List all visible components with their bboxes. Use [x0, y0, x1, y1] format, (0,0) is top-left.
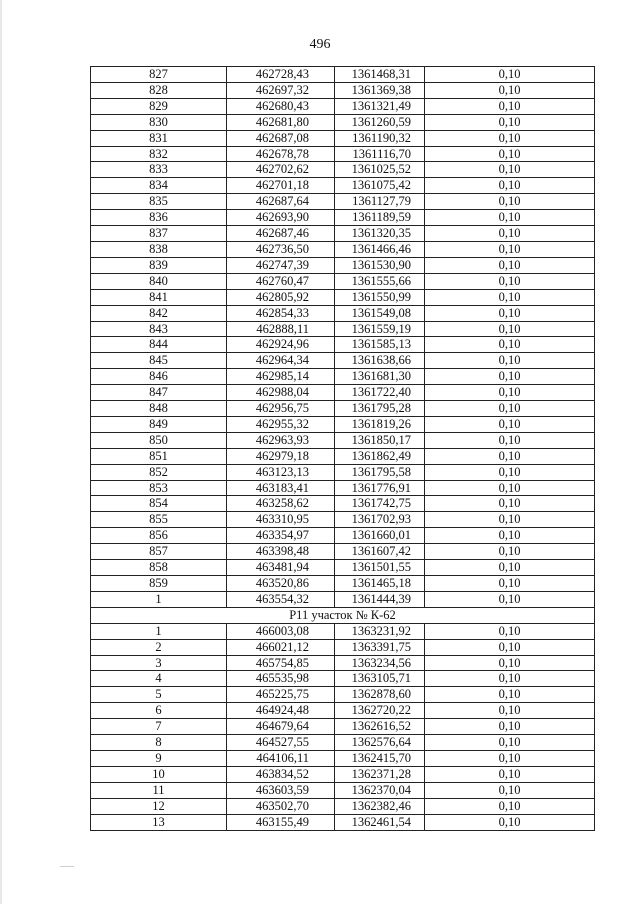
- point-number-cell: 4: [91, 671, 227, 687]
- x-coordinate-cell: 463834,52: [227, 766, 335, 782]
- y-coordinate-cell: 1362461,54: [335, 814, 425, 830]
- table-row: [91, 337, 595, 353]
- x-coordinate-cell: 462955,32: [227, 416, 335, 432]
- point-number-cell: 850: [91, 432, 227, 448]
- point-number-cell: 11: [91, 782, 227, 798]
- point-number-cell: 829: [91, 98, 227, 114]
- accuracy-cell: 0,10: [425, 146, 595, 162]
- accuracy-cell: 0,10: [425, 782, 595, 798]
- table-row: [91, 671, 595, 687]
- accuracy-cell: 0,10: [425, 273, 595, 289]
- point-number-cell: 6: [91, 703, 227, 719]
- y-coordinate-cell: 1361660,01: [335, 528, 425, 544]
- table-row: [91, 194, 595, 210]
- y-coordinate-cell: 1361862,49: [335, 448, 425, 464]
- y-coordinate-cell: 1361465,18: [335, 576, 425, 592]
- table-row: [91, 512, 595, 528]
- table-row: [91, 98, 595, 114]
- table-row: [91, 353, 595, 369]
- table-row: [91, 146, 595, 162]
- point-number-cell: 838: [91, 241, 227, 257]
- point-number-cell: 9: [91, 750, 227, 766]
- accuracy-cell: 0,10: [425, 766, 595, 782]
- section-header: [91, 607, 595, 623]
- coordinates-table-body-a: [91, 67, 595, 608]
- accuracy-cell: 0,10: [425, 560, 595, 576]
- x-coordinate-cell: 462702,62: [227, 162, 335, 178]
- y-coordinate-cell: 1361321,49: [335, 98, 425, 114]
- x-coordinate-cell: 462985,14: [227, 369, 335, 385]
- accuracy-cell: 0,10: [425, 639, 595, 655]
- point-number-cell: 849: [91, 416, 227, 432]
- x-coordinate-cell: 462964,34: [227, 353, 335, 369]
- table-row: [91, 560, 595, 576]
- accuracy-cell: 0,10: [425, 528, 595, 544]
- y-coordinate-cell: 1362616,52: [335, 719, 425, 735]
- table-row: [91, 401, 595, 417]
- x-coordinate-cell: 462805,92: [227, 289, 335, 305]
- point-number-cell: 837: [91, 226, 227, 242]
- table-row: [91, 210, 595, 226]
- x-coordinate-cell: 465225,75: [227, 687, 335, 703]
- x-coordinate-cell: 466003,08: [227, 623, 335, 639]
- x-coordinate-cell: 462697,32: [227, 82, 335, 98]
- table-row: [91, 385, 595, 401]
- point-number-cell: 13: [91, 814, 227, 830]
- accuracy-cell: 0,10: [425, 814, 595, 830]
- table-row: [91, 67, 595, 83]
- accuracy-cell: 0,10: [425, 416, 595, 432]
- table-row: [91, 82, 595, 98]
- point-number-cell: 2: [91, 639, 227, 655]
- table-row: [91, 464, 595, 480]
- x-coordinate-cell: 462693,90: [227, 210, 335, 226]
- accuracy-cell: 0,10: [425, 798, 595, 814]
- y-coordinate-cell: 1361555,66: [335, 273, 425, 289]
- accuracy-cell: 0,10: [425, 623, 595, 639]
- point-number-cell: 851: [91, 448, 227, 464]
- y-coordinate-cell: 1361795,58: [335, 464, 425, 480]
- x-coordinate-cell: 463258,62: [227, 496, 335, 512]
- y-coordinate-cell: 1361190,32: [335, 130, 425, 146]
- accuracy-cell: 0,10: [425, 480, 595, 496]
- table-row: [91, 257, 595, 273]
- table-row: [91, 178, 595, 194]
- x-coordinate-cell: 462924,96: [227, 337, 335, 353]
- point-number-cell: 858: [91, 560, 227, 576]
- x-coordinate-cell: 463520,86: [227, 576, 335, 592]
- y-coordinate-cell: 1361444,39: [335, 591, 425, 607]
- y-coordinate-cell: 1361850,17: [335, 432, 425, 448]
- y-coordinate-cell: 1362576,64: [335, 735, 425, 751]
- accuracy-cell: 0,10: [425, 210, 595, 226]
- accuracy-cell: 0,10: [425, 385, 595, 401]
- table-row: [91, 639, 595, 655]
- x-coordinate-cell: 462687,64: [227, 194, 335, 210]
- y-coordinate-cell: 1363234,56: [335, 655, 425, 671]
- point-number-cell: 859: [91, 576, 227, 592]
- table-row: [91, 273, 595, 289]
- point-number-cell: 8: [91, 735, 227, 751]
- table-row: [91, 369, 595, 385]
- y-coordinate-cell: 1361722,40: [335, 385, 425, 401]
- table-row: [91, 289, 595, 305]
- y-coordinate-cell: 1361530,90: [335, 257, 425, 273]
- y-coordinate-cell: 1362371,28: [335, 766, 425, 782]
- section-title-row: [91, 607, 595, 623]
- table-row: [91, 241, 595, 257]
- x-coordinate-cell: 462736,50: [227, 241, 335, 257]
- x-coordinate-cell: 463354,97: [227, 528, 335, 544]
- point-number-cell: 854: [91, 496, 227, 512]
- table-row: [91, 226, 595, 242]
- scan-margin-shadow: [0, 0, 2, 904]
- y-coordinate-cell: 1361559,19: [335, 321, 425, 337]
- accuracy-cell: 0,10: [425, 178, 595, 194]
- y-coordinate-cell: 1361075,42: [335, 178, 425, 194]
- table-row: [91, 655, 595, 671]
- section-title: Р11 участок № К-62: [91, 607, 595, 623]
- y-coordinate-cell: 1361607,42: [335, 544, 425, 560]
- accuracy-cell: 0,10: [425, 353, 595, 369]
- table-row: [91, 114, 595, 130]
- y-coordinate-cell: 1361369,38: [335, 82, 425, 98]
- point-number-cell: 831: [91, 130, 227, 146]
- point-number-cell: 842: [91, 305, 227, 321]
- point-number-cell: 843: [91, 321, 227, 337]
- x-coordinate-cell: 462956,75: [227, 401, 335, 417]
- point-number-cell: 1: [91, 623, 227, 639]
- y-coordinate-cell: 1361116,70: [335, 146, 425, 162]
- point-number-cell: 3: [91, 655, 227, 671]
- accuracy-cell: 0,10: [425, 671, 595, 687]
- x-coordinate-cell: 463502,70: [227, 798, 335, 814]
- point-number-cell: 840: [91, 273, 227, 289]
- y-coordinate-cell: 1361585,13: [335, 337, 425, 353]
- point-number-cell: 1: [91, 591, 227, 607]
- y-coordinate-cell: 1361501,55: [335, 560, 425, 576]
- accuracy-cell: 0,10: [425, 719, 595, 735]
- x-coordinate-cell: 462701,18: [227, 178, 335, 194]
- accuracy-cell: 0,10: [425, 369, 595, 385]
- x-coordinate-cell: 463123,13: [227, 464, 335, 480]
- x-coordinate-cell: 464106,11: [227, 750, 335, 766]
- x-coordinate-cell: 462680,43: [227, 98, 335, 114]
- x-coordinate-cell: 463183,41: [227, 480, 335, 496]
- point-number-cell: 853: [91, 480, 227, 496]
- y-coordinate-cell: 1361025,52: [335, 162, 425, 178]
- y-coordinate-cell: 1362415,70: [335, 750, 425, 766]
- point-number-cell: 833: [91, 162, 227, 178]
- coordinates-table: [90, 66, 595, 831]
- y-coordinate-cell: 1361819,26: [335, 416, 425, 432]
- y-coordinate-cell: 1361320,35: [335, 226, 425, 242]
- y-coordinate-cell: 1361549,08: [335, 305, 425, 321]
- table-row: [91, 528, 595, 544]
- table-row: [91, 766, 595, 782]
- point-number-cell: 848: [91, 401, 227, 417]
- point-number-cell: 834: [91, 178, 227, 194]
- point-number-cell: 852: [91, 464, 227, 480]
- y-coordinate-cell: 1363105,71: [335, 671, 425, 687]
- table-row: [91, 750, 595, 766]
- accuracy-cell: 0,10: [425, 226, 595, 242]
- table-row: [91, 448, 595, 464]
- accuracy-cell: 0,10: [425, 432, 595, 448]
- accuracy-cell: 0,10: [425, 337, 595, 353]
- table-row: [91, 544, 595, 560]
- y-coordinate-cell: 1361638,66: [335, 353, 425, 369]
- accuracy-cell: 0,10: [425, 750, 595, 766]
- accuracy-cell: 0,10: [425, 321, 595, 337]
- page-number: 496: [309, 37, 331, 52]
- accuracy-cell: 0,10: [425, 114, 595, 130]
- accuracy-cell: 0,10: [425, 130, 595, 146]
- point-number-cell: 856: [91, 528, 227, 544]
- y-coordinate-cell: 1361468,31: [335, 67, 425, 83]
- x-coordinate-cell: 462747,39: [227, 257, 335, 273]
- accuracy-cell: 0,10: [425, 98, 595, 114]
- table-row: [91, 798, 595, 814]
- y-coordinate-cell: 1361260,59: [335, 114, 425, 130]
- accuracy-cell: 0,10: [425, 305, 595, 321]
- y-coordinate-cell: 1361742,75: [335, 496, 425, 512]
- scan-footer-mark: [60, 866, 74, 867]
- table-row: [91, 703, 595, 719]
- point-number-cell: 827: [91, 67, 227, 83]
- y-coordinate-cell: 1362382,46: [335, 798, 425, 814]
- x-coordinate-cell: 463481,94: [227, 560, 335, 576]
- point-number-cell: 835: [91, 194, 227, 210]
- table-row: [91, 576, 595, 592]
- x-coordinate-cell: 462979,18: [227, 448, 335, 464]
- point-number-cell: 847: [91, 385, 227, 401]
- x-coordinate-cell: 463554,32: [227, 591, 335, 607]
- accuracy-cell: 0,10: [425, 496, 595, 512]
- y-coordinate-cell: 1361681,30: [335, 369, 425, 385]
- point-number-cell: 857: [91, 544, 227, 560]
- table-row: [91, 719, 595, 735]
- x-coordinate-cell: 465535,98: [227, 671, 335, 687]
- table-row: [91, 416, 595, 432]
- table-row: [91, 782, 595, 798]
- x-coordinate-cell: 462963,93: [227, 432, 335, 448]
- y-coordinate-cell: 1361466,46: [335, 241, 425, 257]
- point-number-cell: 828: [91, 82, 227, 98]
- y-coordinate-cell: 1363391,75: [335, 639, 425, 655]
- point-number-cell: 841: [91, 289, 227, 305]
- x-coordinate-cell: 462988,04: [227, 385, 335, 401]
- y-coordinate-cell: 1361127,79: [335, 194, 425, 210]
- accuracy-cell: 0,10: [425, 194, 595, 210]
- point-number-cell: 839: [91, 257, 227, 273]
- x-coordinate-cell: 463155,49: [227, 814, 335, 830]
- table-row: [91, 814, 595, 830]
- x-coordinate-cell: 462728,43: [227, 67, 335, 83]
- accuracy-cell: 0,10: [425, 512, 595, 528]
- point-number-cell: 832: [91, 146, 227, 162]
- table-row: [91, 496, 595, 512]
- accuracy-cell: 0,10: [425, 401, 595, 417]
- accuracy-cell: 0,10: [425, 735, 595, 751]
- x-coordinate-cell: 462854,33: [227, 305, 335, 321]
- point-number-cell: 830: [91, 114, 227, 130]
- y-coordinate-cell: 1361702,93: [335, 512, 425, 528]
- table-row: [91, 687, 595, 703]
- x-coordinate-cell: 462681,80: [227, 114, 335, 130]
- x-coordinate-cell: 462888,11: [227, 321, 335, 337]
- y-coordinate-cell: 1361550,99: [335, 289, 425, 305]
- table-row: [91, 305, 595, 321]
- accuracy-cell: 0,10: [425, 67, 595, 83]
- accuracy-cell: 0,10: [425, 82, 595, 98]
- point-number-cell: 855: [91, 512, 227, 528]
- accuracy-cell: 0,10: [425, 703, 595, 719]
- y-coordinate-cell: 1363231,92: [335, 623, 425, 639]
- x-coordinate-cell: 466021,12: [227, 639, 335, 655]
- table-row: [91, 162, 595, 178]
- accuracy-cell: 0,10: [425, 289, 595, 305]
- accuracy-cell: 0,10: [425, 576, 595, 592]
- y-coordinate-cell: 1361795,28: [335, 401, 425, 417]
- accuracy-cell: 0,10: [425, 591, 595, 607]
- accuracy-cell: 0,10: [425, 655, 595, 671]
- point-number-cell: 844: [91, 337, 227, 353]
- table-row: [91, 432, 595, 448]
- accuracy-cell: 0,10: [425, 162, 595, 178]
- point-number-cell: 836: [91, 210, 227, 226]
- point-number-cell: 10: [91, 766, 227, 782]
- x-coordinate-cell: 463603,59: [227, 782, 335, 798]
- y-coordinate-cell: 1361189,59: [335, 210, 425, 226]
- accuracy-cell: 0,10: [425, 687, 595, 703]
- table-row: [91, 735, 595, 751]
- accuracy-cell: 0,10: [425, 257, 595, 273]
- x-coordinate-cell: 462760,47: [227, 273, 335, 289]
- coordinates-table-body-b: [91, 623, 595, 830]
- x-coordinate-cell: 463398,48: [227, 544, 335, 560]
- x-coordinate-cell: 464527,55: [227, 735, 335, 751]
- table-row: [91, 130, 595, 146]
- x-coordinate-cell: 462687,46: [227, 226, 335, 242]
- accuracy-cell: 0,10: [425, 464, 595, 480]
- x-coordinate-cell: 464924,48: [227, 703, 335, 719]
- table-row: [91, 480, 595, 496]
- point-number-cell: 846: [91, 369, 227, 385]
- table-row: [91, 591, 595, 607]
- x-coordinate-cell: 463310,95: [227, 512, 335, 528]
- point-number-cell: 5: [91, 687, 227, 703]
- x-coordinate-cell: 465754,85: [227, 655, 335, 671]
- point-number-cell: 7: [91, 719, 227, 735]
- y-coordinate-cell: 1362720,22: [335, 703, 425, 719]
- accuracy-cell: 0,10: [425, 544, 595, 560]
- y-coordinate-cell: 1362370,04: [335, 782, 425, 798]
- table-row: [91, 321, 595, 337]
- point-number-cell: 845: [91, 353, 227, 369]
- y-coordinate-cell: 1361776,91: [335, 480, 425, 496]
- accuracy-cell: 0,10: [425, 448, 595, 464]
- x-coordinate-cell: 464679,64: [227, 719, 335, 735]
- x-coordinate-cell: 462687,08: [227, 130, 335, 146]
- table-row: [91, 623, 595, 639]
- accuracy-cell: 0,10: [425, 241, 595, 257]
- x-coordinate-cell: 462678,78: [227, 146, 335, 162]
- point-number-cell: 12: [91, 798, 227, 814]
- y-coordinate-cell: 1362878,60: [335, 687, 425, 703]
